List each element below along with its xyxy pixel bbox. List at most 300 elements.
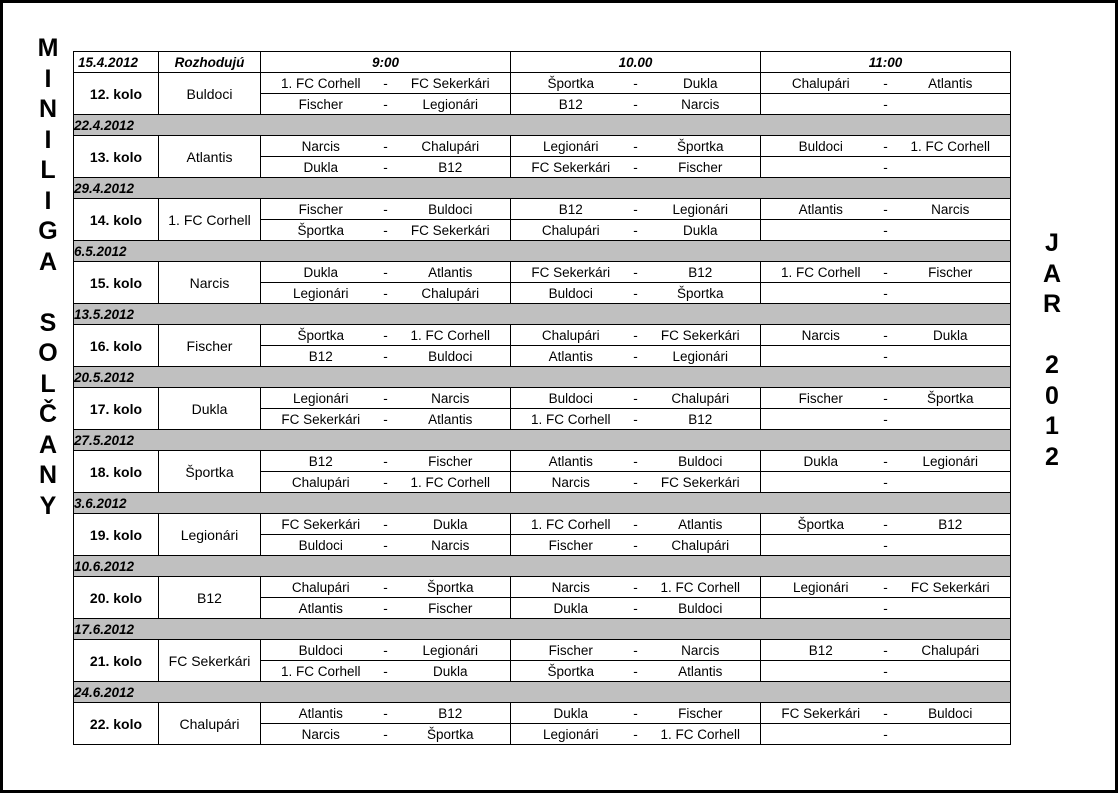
match-cell (511, 451, 761, 472)
match (761, 703, 1010, 723)
round-label: 12. kolo (74, 73, 159, 115)
referee-team: Legionári (159, 514, 261, 556)
round-label: 14. kolo (74, 199, 159, 241)
match-cell (511, 136, 761, 157)
match-away-team: Legionári (422, 96, 479, 112)
match (261, 220, 510, 240)
match-dash: - (883, 537, 888, 553)
match (261, 577, 510, 597)
match (761, 220, 1010, 240)
round-label: 19. kolo (74, 514, 159, 556)
date-band-row (74, 241, 1011, 262)
match-away-team: Legionári (672, 201, 729, 217)
date-band-label: 20.5.2012 (74, 367, 1011, 388)
match-dash: - (383, 537, 388, 553)
match-cell (761, 535, 1011, 556)
match-home-team: Fischer (548, 537, 593, 553)
match-cell (511, 514, 761, 535)
match-dash: - (383, 159, 388, 175)
table-row (74, 451, 1011, 472)
match-cell (761, 724, 1011, 745)
match-home-team: Atlantis (798, 201, 843, 217)
match (511, 661, 760, 681)
match (761, 94, 1010, 114)
match-cell (761, 661, 1011, 682)
match-cell (511, 325, 761, 346)
table-row (74, 199, 1011, 220)
schedule-table (73, 51, 1011, 745)
match-cell (761, 514, 1011, 535)
match-home-team: Narcis (551, 474, 590, 490)
match-dash: - (383, 453, 388, 469)
match-cell (261, 262, 511, 283)
match-cell (261, 514, 511, 535)
match-away-team: Legionári (672, 348, 729, 364)
date-band-row (74, 115, 1011, 136)
match-away-team: Narcis (431, 390, 470, 406)
match-home-team: Športka (797, 516, 845, 532)
match-dash: - (633, 642, 638, 658)
side-title-letter: 1 (1045, 412, 1059, 440)
side-title-letter: Y (39, 491, 57, 520)
match-away-team: Dukla (932, 327, 968, 343)
match-away-team: Dukla (682, 75, 718, 91)
match (761, 661, 1010, 681)
match-cell (511, 577, 761, 598)
match-cell (761, 388, 1011, 409)
match-dash: - (633, 516, 638, 532)
match-away-team: Buldoci (428, 348, 473, 364)
match-home-team: Dukla (553, 600, 588, 616)
match (511, 640, 760, 660)
match-cell (511, 535, 761, 556)
match-away-team: Fischer (678, 159, 723, 175)
match-away-team: Športka (926, 390, 974, 406)
header-time-1: 9:00 (261, 52, 511, 73)
match (511, 346, 760, 366)
match-home-team: Narcis (301, 726, 340, 742)
match-dash: - (633, 285, 638, 301)
table-row (74, 262, 1011, 283)
referee-team: 1. FC Corhell (159, 199, 261, 241)
match-dash: - (383, 726, 388, 742)
match-dash: - (383, 201, 388, 217)
match-dash: - (633, 705, 638, 721)
match-dash: - (633, 201, 638, 217)
match-away-team: 1. FC Corhell (410, 327, 491, 343)
date-band-row (74, 619, 1011, 640)
match-away-team: B12 (938, 516, 963, 532)
match-cell (261, 346, 511, 367)
match-dash: - (383, 474, 388, 490)
match-cell (761, 157, 1011, 178)
referee-team: Narcis (159, 262, 261, 304)
side-title-letter: 0 (1045, 381, 1059, 410)
table-row (74, 577, 1011, 598)
match (261, 535, 510, 555)
match-away-team: Narcis (931, 201, 970, 217)
match-dash: - (633, 222, 638, 238)
match-home-team: Buldoci (798, 138, 843, 154)
match-home-team: Športka (297, 222, 345, 238)
match-away-team: 1. FC Corhell (410, 474, 491, 490)
match-dash: - (883, 348, 888, 364)
side-title-letter: A (1042, 259, 1062, 288)
match-cell (261, 136, 511, 157)
match-dash: - (883, 390, 888, 406)
side-title-letter: G (38, 217, 58, 245)
side-title-letter (25, 277, 71, 308)
match (761, 598, 1010, 618)
match-dash: - (633, 663, 638, 679)
table-row (74, 73, 1011, 94)
match-cell (261, 94, 511, 115)
match (261, 325, 510, 345)
match-home-team: FC Sekerkári (531, 264, 611, 280)
match-cell (761, 640, 1011, 661)
match-cell (261, 661, 511, 682)
side-title-letter: L (40, 369, 56, 398)
side-title-letter: N (38, 461, 58, 489)
match-cell (261, 640, 511, 661)
match-cell (261, 703, 511, 724)
match-away-team: Narcis (681, 642, 720, 658)
match (261, 136, 510, 156)
match (511, 535, 760, 555)
match-cell (511, 640, 761, 661)
match-cell (511, 724, 761, 745)
match (261, 724, 510, 744)
match-cell (261, 472, 511, 493)
date-band-label: 13.5.2012 (74, 304, 1011, 325)
match (511, 598, 760, 618)
side-title-letter: 2 (1045, 442, 1059, 471)
table-header-row (74, 52, 1011, 73)
round-label: 18. kolo (74, 451, 159, 493)
round-label: 22. kolo (74, 703, 159, 745)
match-cell (511, 388, 761, 409)
match-dash: - (883, 411, 888, 427)
match-dash: - (383, 222, 388, 238)
match-cell (761, 136, 1011, 157)
round-label: 17. kolo (74, 388, 159, 430)
match-dash: - (383, 705, 388, 721)
table-row (74, 640, 1011, 661)
match-dash: - (883, 705, 888, 721)
match-away-team: B12 (438, 705, 463, 721)
match-home-team: Buldoci (298, 537, 343, 553)
match-away-team: Buldoci (678, 600, 723, 616)
match-cell (761, 199, 1011, 220)
match-cell (261, 220, 511, 241)
match (511, 136, 760, 156)
match-cell (511, 283, 761, 304)
header-referee: Rozhodujú (159, 52, 261, 73)
match-dash: - (383, 411, 388, 427)
match (511, 724, 760, 744)
match-away-team: Chalupári (671, 390, 730, 406)
match-dash: - (883, 474, 888, 490)
date-band-label: 29.4.2012 (74, 178, 1011, 199)
side-title-letter: A (38, 430, 58, 459)
match-home-team: Legionári (542, 726, 599, 742)
match-dash: - (883, 201, 888, 217)
match-away-team: FC Sekerkári (910, 579, 990, 595)
match-home-team: Legionári (292, 285, 349, 301)
side-title-letter: L (40, 156, 56, 184)
date-band-row (74, 493, 1011, 514)
referee-team: Atlantis (159, 136, 261, 178)
match-away-team: Športka (426, 726, 474, 742)
date-band-label: 17.6.2012 (74, 619, 1011, 640)
match-cell (761, 220, 1011, 241)
match-dash: - (883, 663, 888, 679)
match-dash: - (383, 579, 388, 595)
match-cell (761, 598, 1011, 619)
match-dash: - (633, 348, 638, 364)
side-title-letter: Č (38, 400, 58, 428)
match-cell (261, 451, 511, 472)
referee-team: B12 (159, 577, 261, 619)
match (511, 283, 760, 303)
match (511, 388, 760, 408)
referee-team: Dukla (159, 388, 261, 430)
match-away-team: Narcis (681, 96, 720, 112)
match (261, 451, 510, 471)
match-dash: - (883, 264, 888, 280)
match-dash: - (383, 327, 388, 343)
match (511, 577, 760, 597)
match-home-team: Fischer (548, 642, 593, 658)
match-dash: - (883, 579, 888, 595)
match-away-team: Chalupári (421, 138, 480, 154)
match-dash: - (883, 327, 888, 343)
match-dash: - (883, 453, 888, 469)
match-away-team: Legionári (922, 453, 979, 469)
match (261, 94, 510, 114)
match-away-team: Fischer (428, 600, 473, 616)
match-dash: - (383, 264, 388, 280)
match-home-team: Narcis (551, 579, 590, 595)
match-home-team: FC Sekerkári (531, 159, 611, 175)
match-away-team: Atlantis (678, 516, 723, 532)
match-home-team: Buldoci (548, 285, 593, 301)
match-cell (261, 199, 511, 220)
match-home-team: Atlantis (298, 705, 343, 721)
match (761, 409, 1010, 429)
match (761, 157, 1010, 177)
match-cell (511, 262, 761, 283)
match-cell (511, 346, 761, 367)
side-title-letter: J (1045, 229, 1059, 257)
match-cell (761, 346, 1011, 367)
match-home-team: Atlantis (298, 600, 343, 616)
match-home-team: Atlantis (548, 453, 593, 469)
match-dash: - (383, 600, 388, 616)
match-cell (511, 73, 761, 94)
match-cell (511, 157, 761, 178)
match-home-team: Buldoci (298, 642, 343, 658)
match-dash: - (883, 75, 888, 91)
match-home-team: Chalupári (541, 222, 600, 238)
match-away-team: Fischer (928, 264, 973, 280)
round-label: 15. kolo (74, 262, 159, 304)
match-cell (261, 535, 511, 556)
match-dash: - (883, 138, 888, 154)
match-dash: - (383, 390, 388, 406)
round-label: 21. kolo (74, 640, 159, 682)
header-time-2: 10.00 (511, 52, 761, 73)
match-dash: - (633, 327, 638, 343)
match (261, 346, 510, 366)
match-away-team: B12 (438, 159, 463, 175)
match (761, 73, 1010, 93)
match-away-team: B12 (688, 411, 713, 427)
header-time-3: 11:00 (761, 52, 1011, 73)
match-home-team: Narcis (301, 138, 340, 154)
match-home-team: B12 (808, 642, 833, 658)
match-dash: - (383, 348, 388, 364)
table-row (74, 325, 1011, 346)
match (511, 73, 760, 93)
match (761, 346, 1010, 366)
match-home-team: Dukla (303, 264, 338, 280)
round-label: 16. kolo (74, 325, 159, 367)
match-home-team: B12 (558, 96, 583, 112)
match-away-team: Dukla (432, 516, 468, 532)
match-cell (761, 73, 1011, 94)
referee-team: Chalupári (159, 703, 261, 745)
match (761, 451, 1010, 471)
match-home-team: Dukla (553, 705, 588, 721)
match-dash: - (383, 663, 388, 679)
match-cell (511, 220, 761, 241)
match-away-team: Buldoci (678, 453, 723, 469)
side-title-right (1029, 228, 1075, 472)
match-dash: - (633, 264, 638, 280)
match-cell (761, 409, 1011, 430)
match-dash: - (883, 600, 888, 616)
match-away-team: Atlantis (678, 663, 723, 679)
date-band-label: 3.6.2012 (74, 493, 1011, 514)
match-away-team: Športka (676, 138, 724, 154)
match-cell (761, 451, 1011, 472)
date-band-row (74, 430, 1011, 451)
match-home-team: Chalupári (541, 327, 600, 343)
match-home-team: Buldoci (548, 390, 593, 406)
match (261, 388, 510, 408)
match-dash: - (633, 726, 638, 742)
match (761, 640, 1010, 660)
match (761, 514, 1010, 534)
match-home-team: 1. FC Corhell (280, 75, 361, 91)
match-dash: - (883, 222, 888, 238)
match-away-team: Legionári (422, 642, 479, 658)
match (261, 73, 510, 93)
match-home-team: 1. FC Corhell (780, 264, 861, 280)
match-cell (261, 724, 511, 745)
match-home-team: Chalupári (291, 579, 350, 595)
match-away-team: Fischer (428, 453, 473, 469)
referee-team: Buldoci (159, 73, 261, 115)
date-band-row (74, 304, 1011, 325)
match-cell (511, 598, 761, 619)
match-dash: - (883, 642, 888, 658)
match-away-team: Buldoci (428, 201, 473, 217)
match (261, 472, 510, 492)
match (761, 136, 1010, 156)
match-away-team: 1. FC Corhell (910, 138, 991, 154)
match-home-team: 1. FC Corhell (530, 516, 611, 532)
match (261, 199, 510, 219)
table-row (74, 388, 1011, 409)
side-title-letter: I (44, 186, 52, 215)
match-dash: - (383, 285, 388, 301)
match-cell (761, 472, 1011, 493)
date-band-label: 27.5.2012 (74, 430, 1011, 451)
referee-team: FC Sekerkári (159, 640, 261, 682)
match-home-team: Narcis (801, 327, 840, 343)
match (761, 325, 1010, 345)
table-row (74, 514, 1011, 535)
match-away-team: FC Sekerkári (410, 75, 490, 91)
schedule-table-wrapper (73, 51, 1011, 745)
match-away-team: 1. FC Corhell (660, 579, 741, 595)
match (261, 703, 510, 723)
match-home-team: FC Sekerkári (281, 411, 361, 427)
match-dash: - (383, 75, 388, 91)
match (761, 472, 1010, 492)
match-dash: - (633, 579, 638, 595)
match-home-team: 1. FC Corhell (280, 663, 361, 679)
match (761, 388, 1010, 408)
match (511, 157, 760, 177)
match-home-team: B12 (308, 453, 333, 469)
match (761, 199, 1010, 219)
match-cell (261, 577, 511, 598)
match (761, 577, 1010, 597)
match-home-team: Legionári (542, 138, 599, 154)
round-label: 20. kolo (74, 577, 159, 619)
match-cell (761, 283, 1011, 304)
match-away-team: Narcis (431, 537, 470, 553)
match (761, 283, 1010, 303)
date-band-row (74, 367, 1011, 388)
match-away-team: Fischer (678, 705, 723, 721)
match-cell (511, 94, 761, 115)
date-band-row (74, 178, 1011, 199)
match-home-team: Dukla (303, 159, 338, 175)
match-cell (511, 703, 761, 724)
match-away-team: Dukla (432, 663, 468, 679)
match-dash: - (383, 516, 388, 532)
match-home-team: Chalupári (791, 75, 850, 91)
match-dash: - (883, 285, 888, 301)
match-away-team: Atlantis (928, 75, 973, 91)
side-title-letter: A (38, 247, 58, 276)
match-dash: - (633, 75, 638, 91)
match-away-team: Športka (426, 579, 474, 595)
match-away-team: Buldoci (928, 705, 973, 721)
table-row (74, 136, 1011, 157)
date-band-label: 24.6.2012 (74, 682, 1011, 703)
match-away-team: FC Sekerkári (660, 327, 740, 343)
match-home-team: B12 (308, 348, 333, 364)
referee-team: Fischer (159, 325, 261, 367)
match-cell (511, 472, 761, 493)
match-dash: - (883, 726, 888, 742)
date-band-label: 6.5.2012 (74, 241, 1011, 262)
